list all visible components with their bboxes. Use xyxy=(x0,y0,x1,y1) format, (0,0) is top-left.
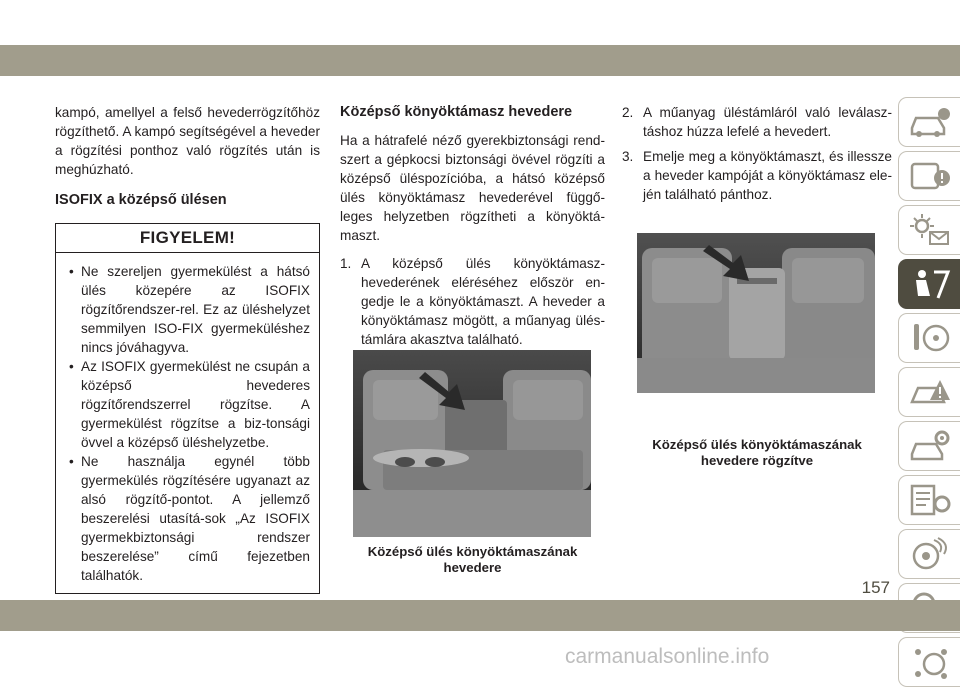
step-number: 3. xyxy=(622,149,634,164)
column-middle xyxy=(340,103,605,355)
step-number: 2. xyxy=(622,105,634,120)
steps-list-continued xyxy=(622,103,892,204)
intro-paragraph: kampó, amellyel a felső hevederrögzítőhöz rögzíthető. A kampó segítségével a heveder a rögzítési ponthoz való rögzítés után is meghúzható. xyxy=(55,105,320,177)
step-text: A műanyag üléstámláról való leválasz-táshoz húzza lefelé a hevedert. xyxy=(643,105,892,139)
step-number: 1. xyxy=(340,256,352,271)
tab-multimedia[interactable] xyxy=(898,529,960,579)
warning-list xyxy=(56,253,319,593)
index-icon xyxy=(908,644,952,680)
caption-armrest-strap-fastened: Középső ülés könyöktámaszának hevedere rögzítve xyxy=(652,437,862,468)
car-info-icon xyxy=(908,104,952,140)
multimedia-icon xyxy=(908,536,952,572)
caption-armrest-strap: Középső ülés könyöktámaszának hevedere xyxy=(367,544,578,575)
column-right xyxy=(622,103,892,210)
tab-road-warning[interactable] xyxy=(898,367,960,417)
seat-safety-icon xyxy=(908,266,952,302)
lights-mail-icon xyxy=(908,212,952,248)
dashboard-warning-icon xyxy=(908,158,952,194)
step-text: A középső ülés könyöktámasz-hevederének eléréséhez először en-gedje le a könyöktámaszt. A heveder a könyöktámasz mögött, a műanyag ülés-támlára akasztva található. xyxy=(361,256,605,347)
top-band xyxy=(0,45,960,76)
warning-item: • Az ISOFIX gyermekülést ne csupán a középső hevederes rögzítőrendszerrel rögzítse. A gyermekülést rögzítse a biz-tonsági övvel a középső üléshelyzetbe. xyxy=(65,357,310,452)
step-text: Emelje meg a könyöktámaszt, és illessze a heveder kampóját a könyöktámasz ele-jén található pánthoz. xyxy=(643,149,892,202)
section-heading-armrest-strap: Középső könyöktámasz hevedere xyxy=(340,104,573,120)
tab-maintenance[interactable] xyxy=(898,475,960,525)
tab-index[interactable] xyxy=(898,637,960,687)
page-number: 157 xyxy=(861,578,890,597)
maintenance-list-icon xyxy=(908,482,952,518)
photo-armrest-strap xyxy=(353,350,591,537)
tab-dashboard-warnings[interactable] xyxy=(898,151,960,201)
step-item xyxy=(340,254,605,349)
watermark: carmanualsonline.info xyxy=(565,645,770,668)
warning-item: • Ne szereljen gyermekülést a hátsó ülés közepére az ISOFIX rögzítőrendszer-rel. Ez az üléshelyzet semmilyen ISO-FIX gyermeküléshez nincs jóváhagyva. xyxy=(65,262,310,357)
warning-title: FIGYELEM! xyxy=(56,224,319,253)
warning-box xyxy=(55,223,320,594)
steering-starting-icon xyxy=(908,320,952,356)
car-service-icon xyxy=(908,428,952,464)
tab-seat-safety[interactable] xyxy=(898,259,960,309)
tab-car-info[interactable] xyxy=(898,97,960,147)
photo-armrest-strap-image xyxy=(353,350,591,537)
tab-car-service[interactable] xyxy=(898,421,960,471)
warning-item: • Ne használja egynél több gyermekülés rögzítésére ugyanazt az alsó rögzítő-pontot. A jellemző beszerelési utasítá-sok „Az ISOFIX gyermekbiztonsági rendszer beszerelése” című fejezetben találhatók. xyxy=(65,452,310,585)
bottom-band xyxy=(0,600,960,631)
steps-list xyxy=(340,254,605,349)
photo-armrest-strap-fastened xyxy=(637,233,875,393)
tab-steering-starting[interactable] xyxy=(898,313,960,363)
step-item xyxy=(622,147,892,204)
armrest-intro: Ha a hátrafelé néző gyerekbiztonsági rend-szert a gépkocsi biztonsági övével rögzíti a középső üléspozícióba, a hátsó középső ülés könyöktámasz hevederével függő-leges helyzetben rögzítheti a könyöktá-maszt. xyxy=(340,133,605,243)
section-heading-isofix: ISOFIX a középső ülésen xyxy=(55,192,227,208)
road-warning-icon xyxy=(908,374,952,410)
column-left xyxy=(55,103,320,594)
tab-lights-mail[interactable] xyxy=(898,205,960,255)
photo-armrest-strap-fastened-image xyxy=(637,233,875,393)
step-item xyxy=(622,103,892,141)
